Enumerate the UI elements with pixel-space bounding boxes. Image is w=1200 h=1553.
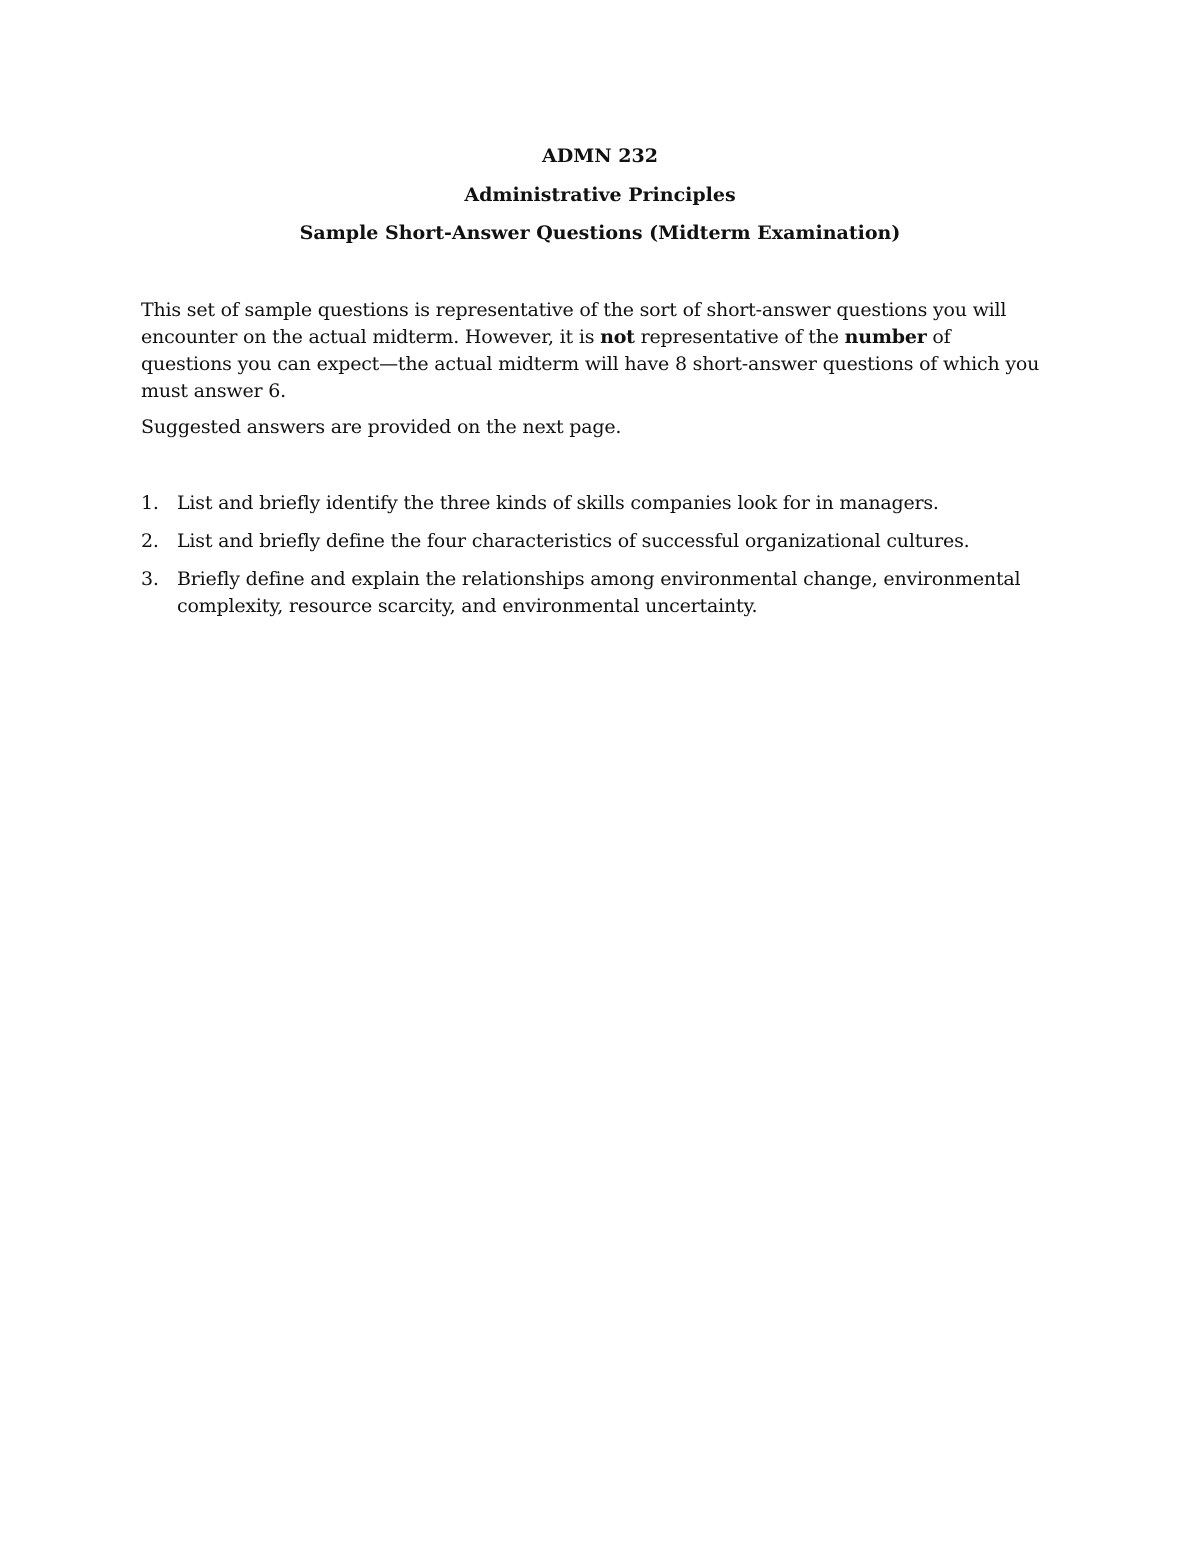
document-title: Sample Short-Answer Questions (Midterm Examination) bbox=[299, 222, 901, 244]
document-header bbox=[0, 140, 1200, 256]
intro-bold-number: number bbox=[844, 326, 927, 348]
answers-note: Suggested answers are provided on the next page. bbox=[141, 416, 622, 438]
intro-text-3: of questions you can expect—the actual midterm will have 8 short-answer questions of which you must answer 6. bbox=[141, 326, 1040, 402]
question-text: List and briefly define the four characteristics of successful organizational cultures. bbox=[177, 530, 970, 552]
question-number: 1. bbox=[141, 492, 159, 514]
spacer bbox=[141, 450, 1046, 490]
question-item bbox=[141, 490, 1046, 517]
question-text: Briefly define and explain the relationships among environmental change, environmental complexity, resource scarcity, and environmental uncertainty. bbox=[177, 568, 1021, 617]
document-body bbox=[141, 297, 1046, 631]
question-text: List and briefly identify the three kinds of skills companies look for in managers. bbox=[177, 492, 939, 514]
question-number: 2. bbox=[141, 530, 159, 552]
question-number: 3. bbox=[141, 568, 159, 590]
intro-text-1: This set of sample questions is representative of the sort of short-answer questions you will encounter on the actual midterm. However, it is bbox=[141, 299, 1007, 348]
intro-paragraph bbox=[141, 297, 1046, 405]
question-item bbox=[141, 528, 1046, 555]
intro-bold-not: not bbox=[600, 326, 635, 348]
course-code: ADMN 232 bbox=[542, 145, 658, 167]
intro-text-2: representative of the bbox=[634, 326, 845, 348]
question-list bbox=[141, 490, 1046, 620]
course-title: Administrative Principles bbox=[464, 183, 736, 206]
question-item bbox=[141, 566, 1046, 620]
